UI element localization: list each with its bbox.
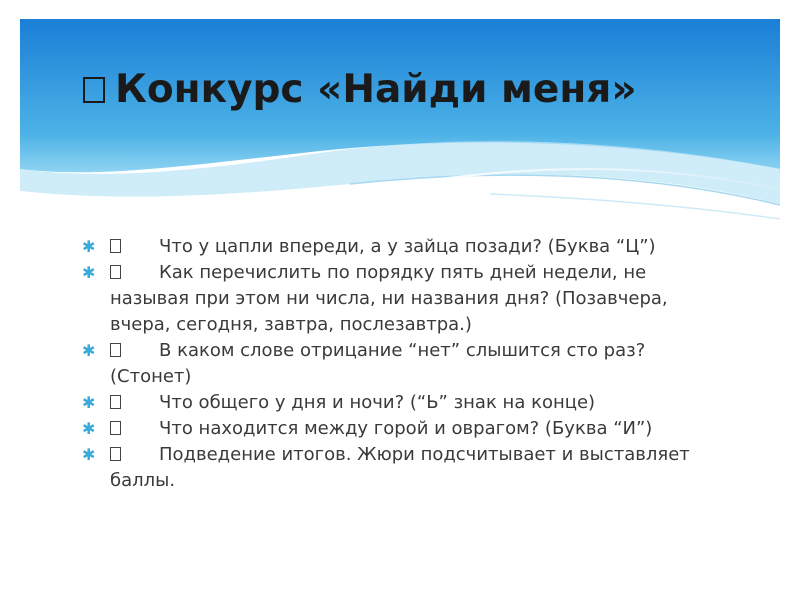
bullet-icon: ✱	[82, 419, 96, 438]
slide-title	[83, 67, 637, 112]
placeholder-glyph-icon	[110, 395, 121, 409]
list-item	[82, 390, 722, 416]
header-wave-background	[20, 19, 780, 269]
placeholder-glyph-icon	[110, 421, 121, 435]
list-item-text: Подведение итогов. Жюри подсчитывает и выставляет баллы.	[110, 444, 690, 491]
list-item-text: Как перечислить по порядку пять дней недели, не называя при этом ни числа, ни названия дня? (Позавчера, вчера, сегодня, завтра, послезавтра.)	[110, 262, 668, 335]
bullet-icon: ✱	[82, 393, 96, 412]
placeholder-glyph-icon	[110, 239, 121, 253]
title-placeholder-glyph	[83, 77, 105, 103]
bullet-icon: ✱	[82, 237, 96, 256]
placeholder-glyph-icon	[110, 447, 121, 461]
list-item	[82, 442, 722, 494]
bullet-icon: ✱	[82, 341, 96, 360]
list-item	[82, 234, 722, 260]
list-item	[82, 260, 722, 338]
question-list	[82, 234, 722, 494]
placeholder-glyph-icon	[110, 343, 121, 357]
list-item	[82, 338, 722, 390]
bullet-icon: ✱	[82, 263, 96, 282]
placeholder-glyph-icon	[110, 265, 121, 279]
title-text: Конкурс «Найди меня»	[115, 67, 637, 112]
list-item-text: В каком слове отрицание “нет” слышится сто раз? (Стонет)	[110, 340, 646, 387]
bullet-icon: ✱	[82, 445, 96, 464]
list-item-text: Что общего у дня и ночи? (“Ь” знак на конце)	[159, 392, 596, 413]
list-item-text: Что у цапли впереди, а у зайца позади? (Буква “Ц”)	[159, 236, 656, 257]
list-item-text: Что находится между горой и оврагом? (Буква “И”)	[159, 418, 653, 439]
list-item	[82, 416, 722, 442]
slide	[20, 19, 780, 589]
